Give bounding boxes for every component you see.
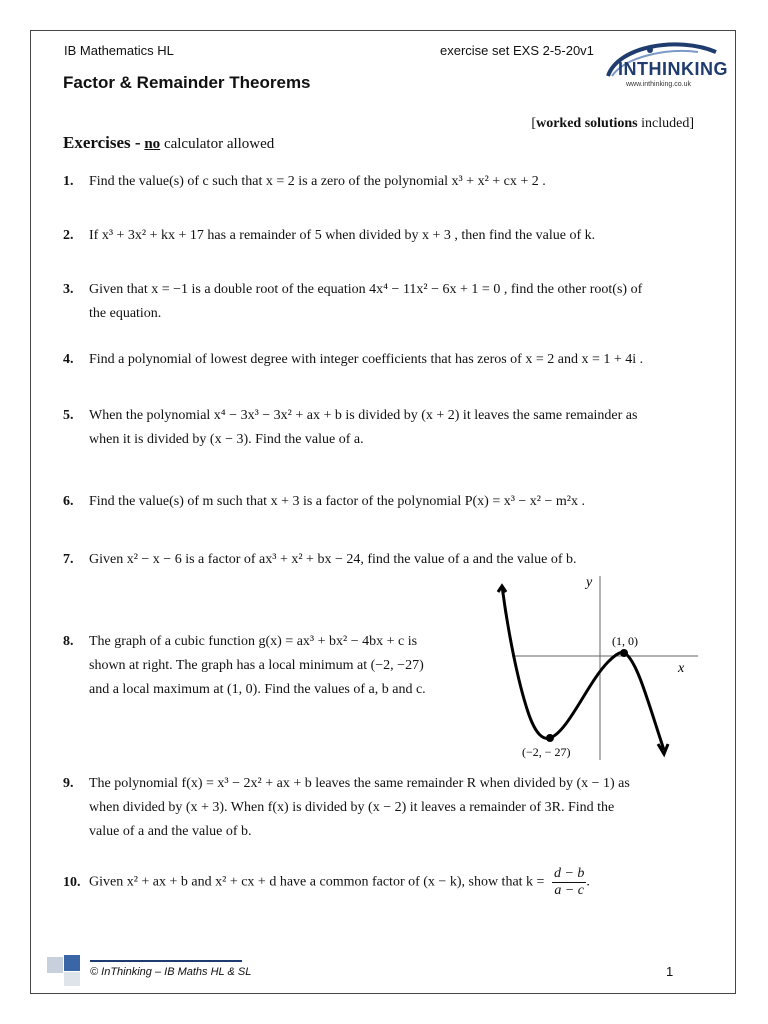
question-7: 7. Given x² − x − 6 is a factor of ax³ + x² + bx − 24, find the value of a and the value of b. <box>63 552 577 567</box>
document-title: Factor & Remainder Theorems <box>63 73 311 92</box>
question-8: 8. The graph of a cubic function g(x) = ax³ + bx² − 4bx + c is shown at right. The graph has a local minimum at (−2, −27) and a local maximum at (1, 0). Find the values of a, b and c. <box>63 634 426 697</box>
exercise-set-code: exercise set EXS 2-5-20v1 <box>440 43 594 58</box>
worked-solutions-note: [worked solutions included] <box>531 116 694 131</box>
footer-square <box>64 955 80 971</box>
logo-text: INTHINKING <box>618 59 728 79</box>
y-axis-label: y <box>586 575 593 590</box>
cubic-graph <box>488 572 704 768</box>
page-number: 1 <box>666 964 674 979</box>
question-4: 4. Find a polynomial of lowest degree with integer coefficients that has zeros of x = 2 and x = 1 + 4i . <box>63 352 644 367</box>
local-min-point <box>546 734 554 742</box>
x-axis-label: x <box>678 661 685 676</box>
footer-rule <box>90 960 242 962</box>
fraction: $\frac{d - b}{a - c}$ <box>553 866 585 898</box>
logo-url: www.inthinking.co.uk <box>626 81 691 88</box>
footer-square <box>64 972 80 986</box>
question-1: 1. Find the value(s) of c such that x = 2 is a zero of the polynomial x³ + x² + cx + 2 . <box>63 174 546 189</box>
question-6: 6. Find the value(s) of m such that x + 3 is a factor of the polynomial P(x) = x³ − x² − m²x . <box>63 494 585 509</box>
course-name: IB Mathematics HL <box>64 43 174 58</box>
question-3: 3. Given that x = −1 is a double root of the equation 4x⁴ − 11x² − 6x + 1 = 0 , find the other root(s) of the equation. <box>63 282 643 321</box>
local-max-label: (1, 0) <box>612 634 638 648</box>
question-10: 10. Given x² + ax + b and x² + cx + d have a common factor of (x − k), show that k = $\frac{d - b}{a - c}$ . <box>63 866 590 898</box>
question-5: 5. When the polynomial x⁴ − 3x³ − 3x² + ax + b is divided by (x + 2) it leaves the same remainder as when it is divided by (x − 3). Find the value of a. <box>63 408 638 447</box>
local-max-point <box>620 649 628 657</box>
inthinking-logo <box>598 36 728 96</box>
cubic-curve <box>498 586 668 754</box>
question-2: 2. If x³ + 3x² + kx + 17 has a remainder of 5 when divided by x + 3 , then find the value of k. <box>63 228 596 243</box>
exercises-heading: Exercises - no calculator allowed <box>63 133 275 152</box>
footer-square <box>47 957 63 973</box>
question-9: 9. The polynomial f(x) = x³ − 2x² + ax + b leaves the same remainder R when divided by (x − 1) as when divided by (x + 3). When f(x) is divided by (x − 2) it leaves a remainder of 3R. Find the value of a and the value of b. <box>63 776 630 839</box>
local-min-label: (−2, − 27) <box>522 745 571 759</box>
footer-copyright: © InThinking – IB Maths HL & SL <box>90 966 252 978</box>
